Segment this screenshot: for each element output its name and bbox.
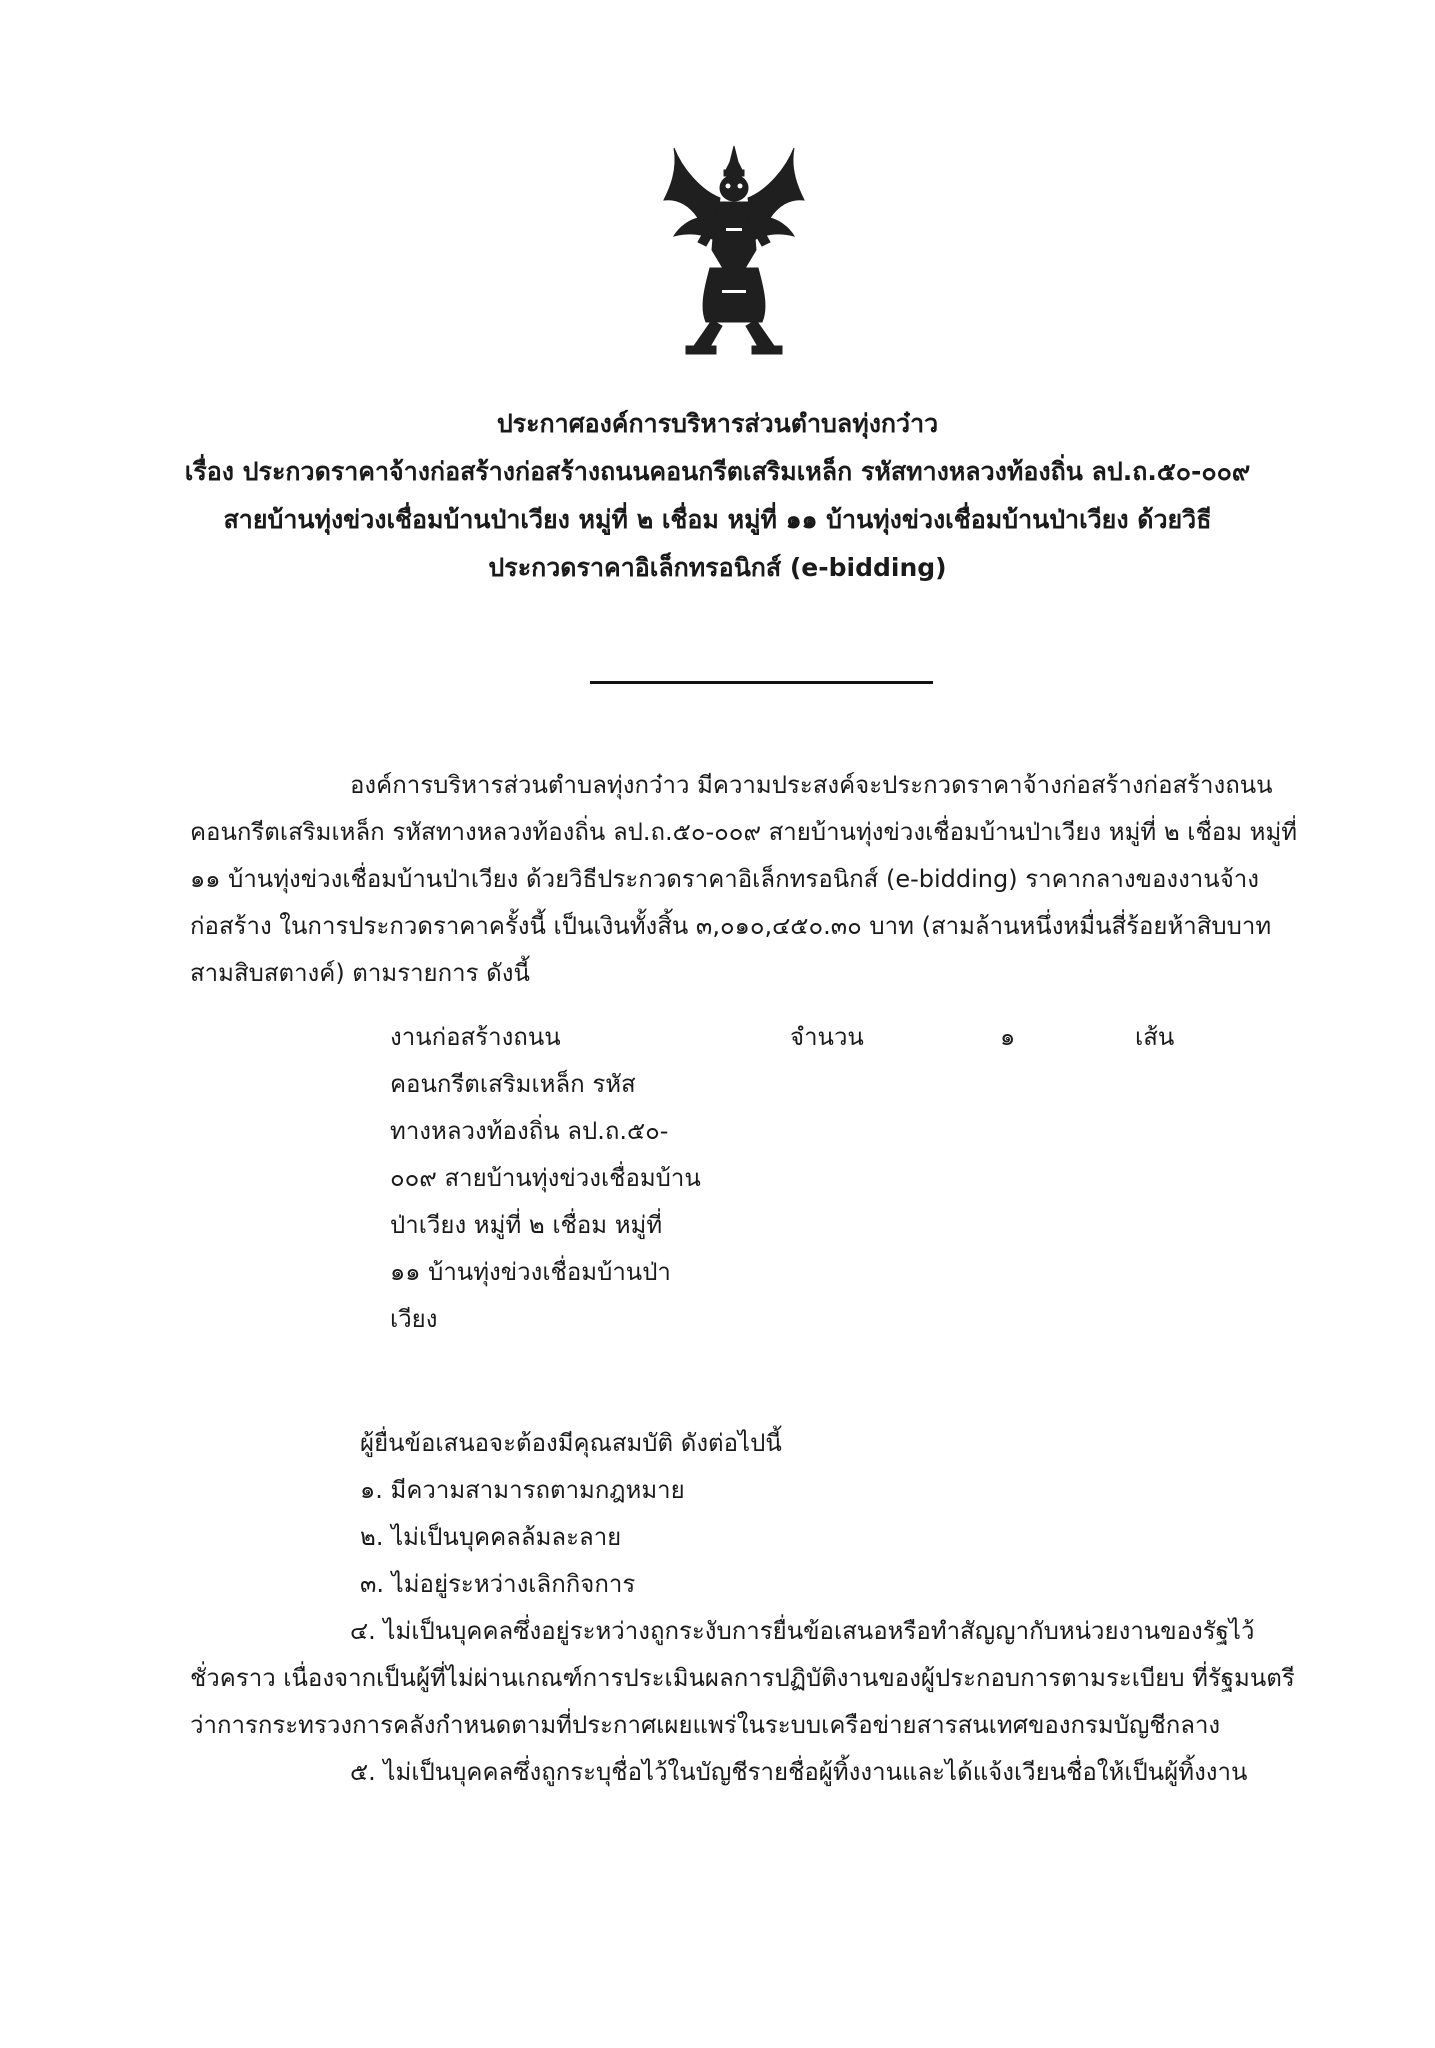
title-line-1: ประกาศองค์การบริหารส่วนตำบลทุ่งกว๋าว — [496, 409, 939, 438]
intro-text: องค์การบริหารส่วนตำบลทุ่งกว๋าว มีความประสงค์จะประกวดราคาจ้างก่อสร้างก่อสร้างถนนคอนกรีตเสริมเหล็ก รหัสทางหลวงท้องถิ่น ลป.ถ.๕๐-๐๐๙ สายบ้านทุ่งข่วงเชื่อมบ้านป่าเวียง หมู่ที่ ๒ เชื่อม หมู่ที่ ๑๑ บ้านทุ่งข่วงเชื่อมบ้านป่าเวียง ด้วยวิธีประกวดราคาอิเล็กทรอนิกส์ (e-bidding) ราคากลางของงานจ้างก่อสร้าง ในการประกวดราคาครั้งนี้ เป็นเงินทั้งสิ้น ๓,๐๑๐,๔๕๐.๓๐ บาท (สามล้านหนึ่งหมื่นสี่ร้อยห้าสิบบาทสามสิบสตางค์) ตามรายการ ดังนี้ — [190, 771, 1298, 987]
intro-paragraph — [190, 762, 1300, 997]
title-divider — [590, 681, 933, 684]
qualification-item: ๕. ไม่เป็นบุคคลซึ่งถูกระบุชื่อไว้ในบัญชีรายชื่อผู้ทิ้งงานและได้แจ้งเวียนชื่อให้เป็นผู้ทิ้งงาน — [350, 1758, 1248, 1786]
qualification-item: ๓. ไม่อยู่ระหว่างเลิกกิจการ — [360, 1570, 636, 1598]
item-name-line: ๑๑ บ้านทุ่งข่วงเชื่อมบ้านป่า — [390, 1258, 671, 1286]
title-line-4: ประกวดราคาอิเล็กทรอนิกส์ (e-bidding) — [488, 553, 947, 582]
item-name-line: เวียง — [390, 1305, 438, 1333]
qualification-item: ๑. มีความสามารถตามกฎหมาย — [360, 1476, 685, 1504]
quantity-value: ๑ — [1000, 1023, 1016, 1051]
qualification-item: ๔. ไม่เป็นบุคคลซึ่งอยู่ระหว่างถูกระงับการยื่นข้อเสนอหรือทำสัญญากับหน่วยงานของรัฐไว้ชั่วคราว เนื่องจากเป็นผู้ที่ไม่ผ่านเกณฑ์การประเมินผลการปฏิบัติงานของผู้ประกอบการตามระเบียบ ที่รัฐมนตรีว่าการกระทรวงการคลังกำหนดตามที่ประกาศเผยแพร่ในระบบเครือข่ายสารสนเทศของกรมบัญชีกลาง — [190, 1617, 1295, 1739]
qualifications-title: ผู้ยื่นข้อเสนอจะต้องมีคุณสมบัติ ดังต่อไปนี้ — [360, 1429, 782, 1457]
item-name-line: งานก่อสร้างถนน — [390, 1023, 561, 1051]
item-name — [390, 1014, 750, 1343]
quantity-label: จำนวน — [790, 1023, 864, 1051]
title-line-3: สายบ้านทุ่งข่วงเชื่อมบ้านป่าเวียง หมู่ที่ ๒ เชื่อม หมู่ที่ ๑๑ บ้านทุ่งข่วงเชื่อมบ้านป่าเวียง ด้วยวิธี — [223, 505, 1212, 534]
item-name-line: คอนกรีตเสริมเหล็ก รหัส — [390, 1070, 636, 1098]
qualifications-list — [360, 1467, 685, 1608]
qualifications-long-items — [190, 1608, 1310, 1796]
title-line-2: เรื่อง ประกวดราคาจ้างก่อสร้างก่อสร้างถนนคอนกรีตเสริมเหล็ก รหัสทางหลวงท้องถิ่น ลป.ถ.๕๐-๐๐๙ — [184, 457, 1251, 486]
item-name-line: ๐๐๙ สายบ้านทุ่งข่วงเชื่อมบ้าน — [390, 1164, 701, 1192]
garuda-emblem-icon — [660, 140, 808, 362]
announcement-title — [150, 400, 1285, 592]
item-name-line: ป่าเวียง หมู่ที่ ๒ เชื่อม หมู่ที่ — [390, 1211, 663, 1239]
quantity-unit: เส้น — [1135, 1023, 1175, 1051]
qualification-item: ๒. ไม่เป็นบุคคลล้มละลาย — [360, 1523, 622, 1551]
item-name-line: ทางหลวงท้องถิ่น ลป.ถ.๕๐- — [390, 1117, 669, 1145]
